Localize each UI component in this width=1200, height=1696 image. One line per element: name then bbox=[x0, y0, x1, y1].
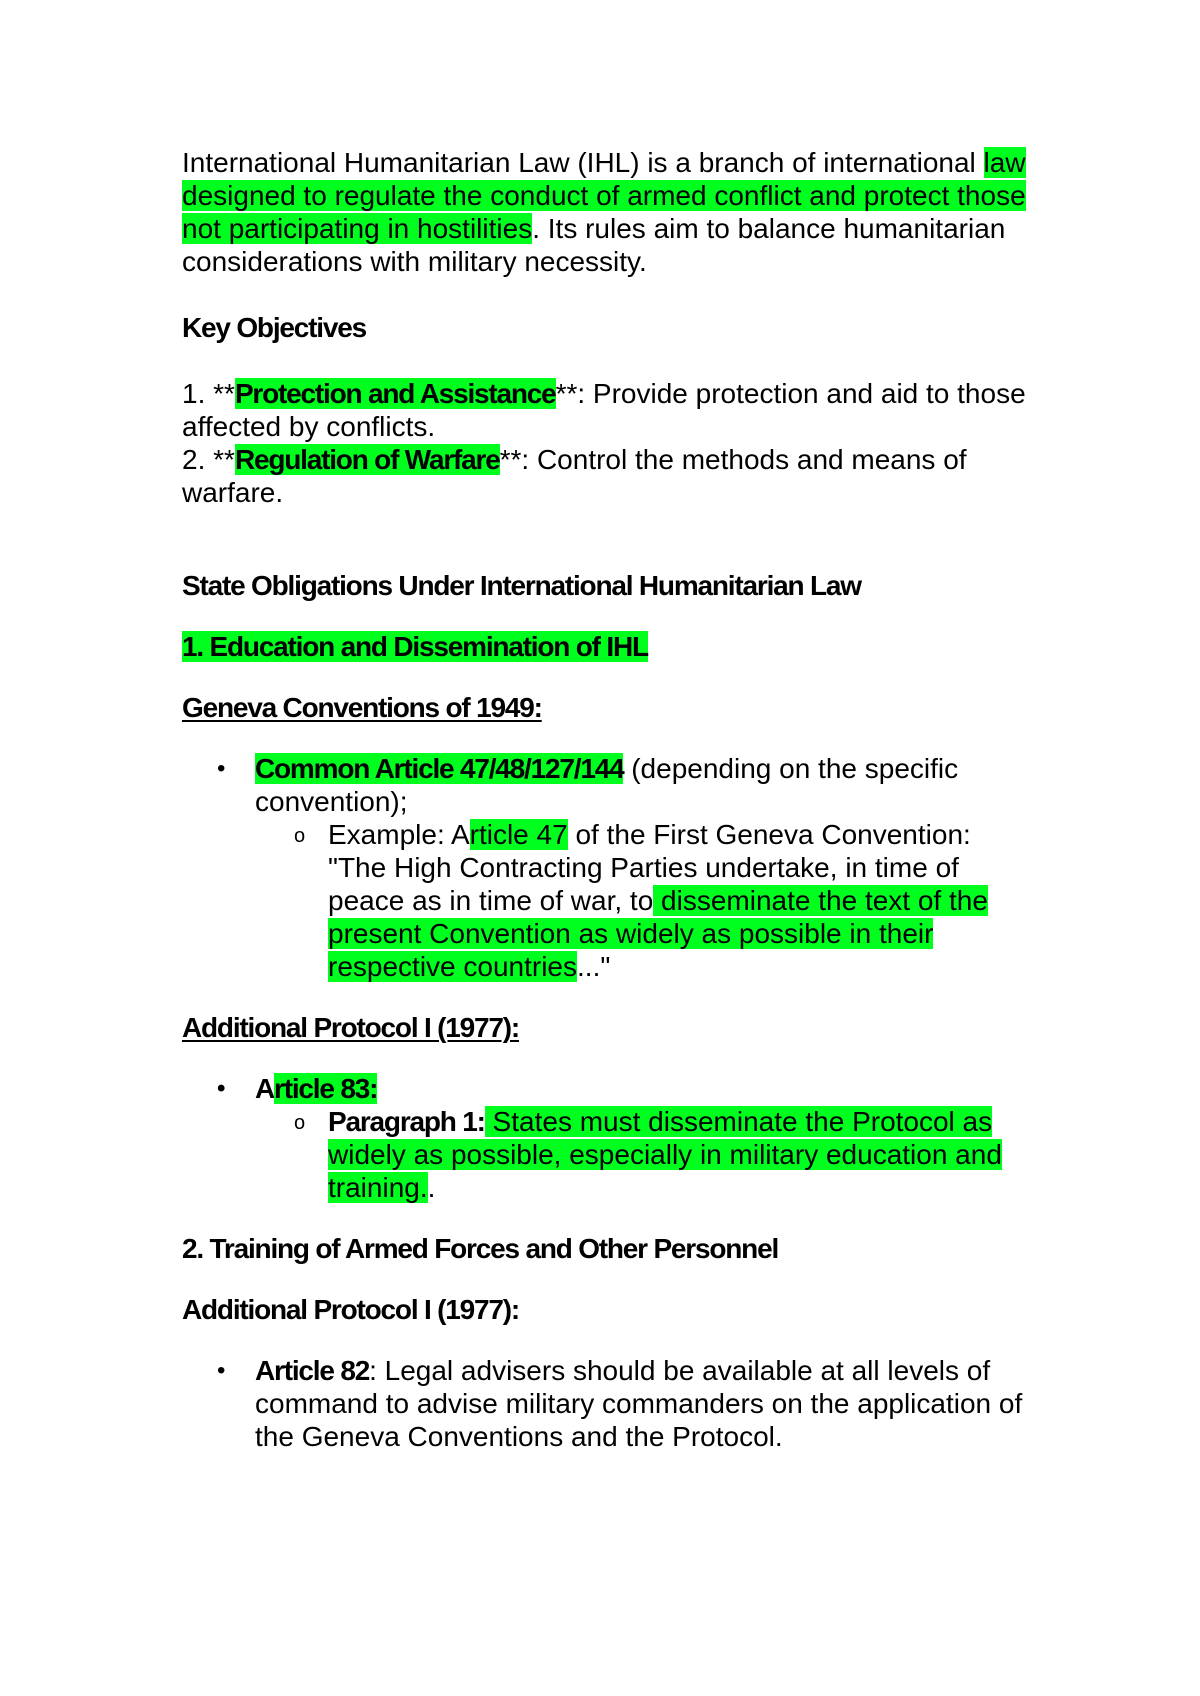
list-item bbox=[328, 1105, 1032, 1204]
protocol-heading: Additional Protocol I (1977): bbox=[182, 1012, 520, 1043]
section2-protocol-heading: Additional Protocol I (1977): bbox=[182, 1294, 520, 1325]
geneva-list bbox=[255, 752, 1032, 983]
section2-title: 2. Training of Armed Forces and Other Personnel bbox=[182, 1233, 779, 1264]
objective-number: 1. ** bbox=[182, 378, 235, 409]
geneva-heading: Geneva Conventions of 1949: bbox=[182, 692, 542, 723]
example-text-end: ..." bbox=[577, 951, 611, 982]
objective-term: Protection and Assistance bbox=[234, 378, 556, 409]
article-83-highlight: rticle 83: bbox=[274, 1073, 378, 1104]
example-highlight: disseminate the text of the present Convention as widely as possible in their respective countries bbox=[328, 885, 988, 982]
intro-highlight: law designed to regulate the conduct of armed conflict and protect those not participating in hostilities bbox=[182, 147, 1026, 244]
example-text: Example: A bbox=[328, 819, 470, 850]
list-item bbox=[255, 752, 1032, 983]
list-item bbox=[328, 818, 1032, 983]
example-highlight: rticle 47 bbox=[469, 819, 568, 850]
section1-title-line bbox=[182, 630, 1032, 663]
key-objectives-heading: Key Objectives bbox=[182, 312, 366, 343]
article-83-text: A bbox=[255, 1073, 275, 1104]
protocol-sublist bbox=[328, 1105, 1032, 1204]
article-82-text: : Legal advisers should be available at all levels of command to advise military commanders on the application of the Geneva Conventions and the Protocol. bbox=[255, 1355, 1023, 1452]
intro-text-end: . Its rules aim to balance humanitarian considerations with military necessity. bbox=[182, 213, 1006, 277]
document-content bbox=[182, 146, 1032, 1453]
objective-number: 2. ** bbox=[182, 444, 235, 475]
article-82-term: Article 82 bbox=[255, 1355, 370, 1386]
paragraph-label: Paragraph 1: bbox=[328, 1106, 485, 1137]
objective-text: **: Provide protection and aid to those affected by conflicts. bbox=[182, 378, 1026, 442]
obligations-heading: State Obligations Under International Humanitarian Law bbox=[182, 570, 861, 601]
section1-title: 1. Education and Dissemination of IHL bbox=[182, 631, 648, 662]
protocol-list bbox=[255, 1072, 1032, 1204]
objective-item bbox=[182, 377, 1032, 443]
objective-term: Regulation of Warfare bbox=[234, 444, 500, 475]
paragraph-highlight: States must disseminate the Protocol as widely as possible, especially in military education and training. bbox=[328, 1106, 1002, 1203]
common-article-text: (depending on the specific convention); bbox=[255, 753, 959, 817]
common-article-term: Common Article 47/48/127/144 bbox=[255, 753, 624, 784]
intro-text: International Humanitarian Law (IHL) is a branch of international bbox=[182, 147, 984, 178]
list-item bbox=[255, 1354, 1032, 1453]
geneva-sublist bbox=[328, 818, 1032, 983]
example-text: of the First Geneva Convention: "The High Contracting Parties undertake, in time of peace as in time of war, to bbox=[328, 819, 971, 916]
objective-text: **: Control the methods and means of warfare. bbox=[182, 444, 967, 508]
objective-item bbox=[182, 443, 1032, 509]
list-item bbox=[255, 1072, 1032, 1204]
paragraph-text-end: . bbox=[427, 1172, 436, 1203]
section2-list bbox=[255, 1354, 1032, 1453]
intro-paragraph bbox=[182, 146, 1032, 278]
